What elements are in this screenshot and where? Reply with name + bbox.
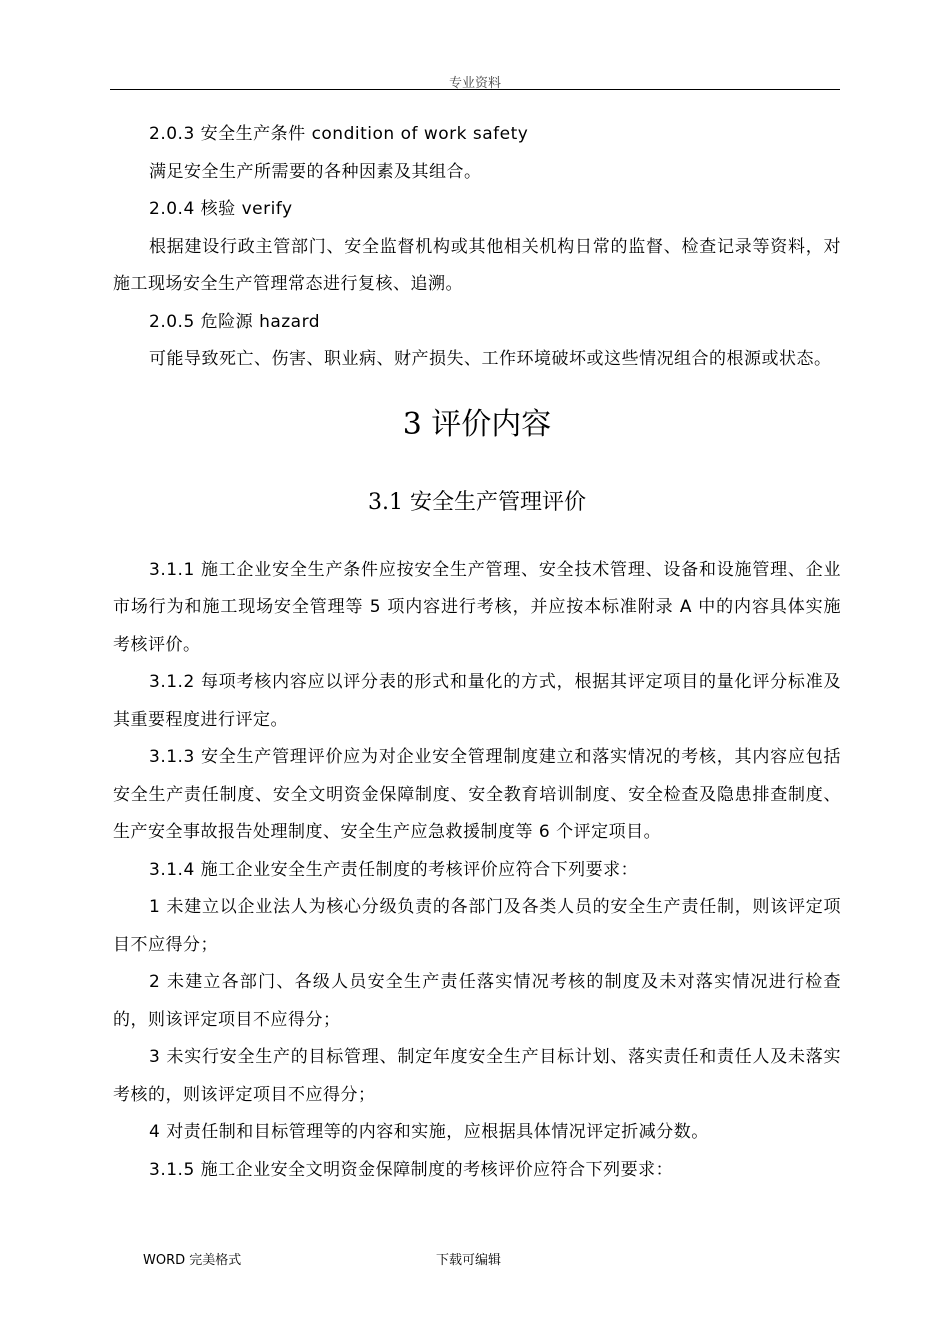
footer-format-label: WORD 完美格式 [143,1253,242,1268]
page-header: 专业资料 [448,76,501,91]
paragraph-3-1-3: 3.1.3 安全生产管理评价应为对企业安全管理制度建立和落实情况的考核，其内容应包括安全生产责任制度、安全文明资金保障制度、安全教育培训制度、安全检查及隐患排查制度、生产安全事故报告处理制度、安全生产应急救援制度等 6 个评定项目。 [113,747,841,842]
list-item-3: 3 未实行安全生产的目标管理、制定年度安全生产目标计划、落实责任和责任人及未落实考核的，则该评定项目不应得分； [113,1047,841,1105]
list-item-2: 2 未建立各部门、各级人员安全生产责任落实情况考核的制度及未对落实情况进行检查的，则该评定项目不应得分； [113,972,841,1030]
paragraph-3-1-5: 3.1.5 施工企业安全文明资金保障制度的考核评价应符合下列要求： [149,1159,674,1180]
section-title: 3.1 安全生产管理评价 [368,489,586,515]
paragraph-3-1-1: 3.1.1 施工企业安全生产条件应按安全生产管理、安全技术管理、设备和设施管理、企业市场行为和施工现场安全管理等 5 项内容进行考核，并应按本标准附录 A 中的内容具体实施考核评价。 [113,559,841,655]
list-item-1: 1 未建立以企业法人为核心分级负责的各部门及各类人员的安全生产责任制，则该评定项目不应得分； [113,897,841,955]
section-2-0-5-body: 可能导致死亡、伤害、职业病、财产损失、工作环境破坏或这些情况组合的根源或状态。 [149,349,832,369]
paragraph-3-1-4: 3.1.4 施工企业安全生产责任制度的考核评价应符合下列要求： [149,859,639,880]
paragraph-3-1-2: 3.1.2 每项考核内容应以评分表的形式和量化的方式，根据其评定项目的量化评分标准及其重要程度进行评定。 [113,672,841,730]
list-item-4: 4 对责任制和目标管理等的内容和实施，应根据具体情况评定折减分数。 [149,1122,709,1142]
chapter-title: 3 评价内容 [402,406,552,442]
section-2-0-3-title: 2.0.3 安全生产条件 condition of work safety [149,124,529,144]
header-divider [110,89,840,90]
document-body [113,116,841,1189]
section-2-0-3-body: 满足安全生产所需要的各种因素及其组合。 [149,161,482,182]
footer-download-label: 下载可编辑 [436,1253,502,1268]
section-2-0-4-title: 2.0.4 核验 verify [149,199,293,219]
section-2-0-4-body: 根据建设行政主管部门、安全监督机构或其他相关机构日常的监督、检查记录等资料，对施工现场安全生产管理常态进行复核、追溯。 [113,236,841,294]
section-2-0-5-title: 2.0.5 危险源 hazard [149,311,321,332]
